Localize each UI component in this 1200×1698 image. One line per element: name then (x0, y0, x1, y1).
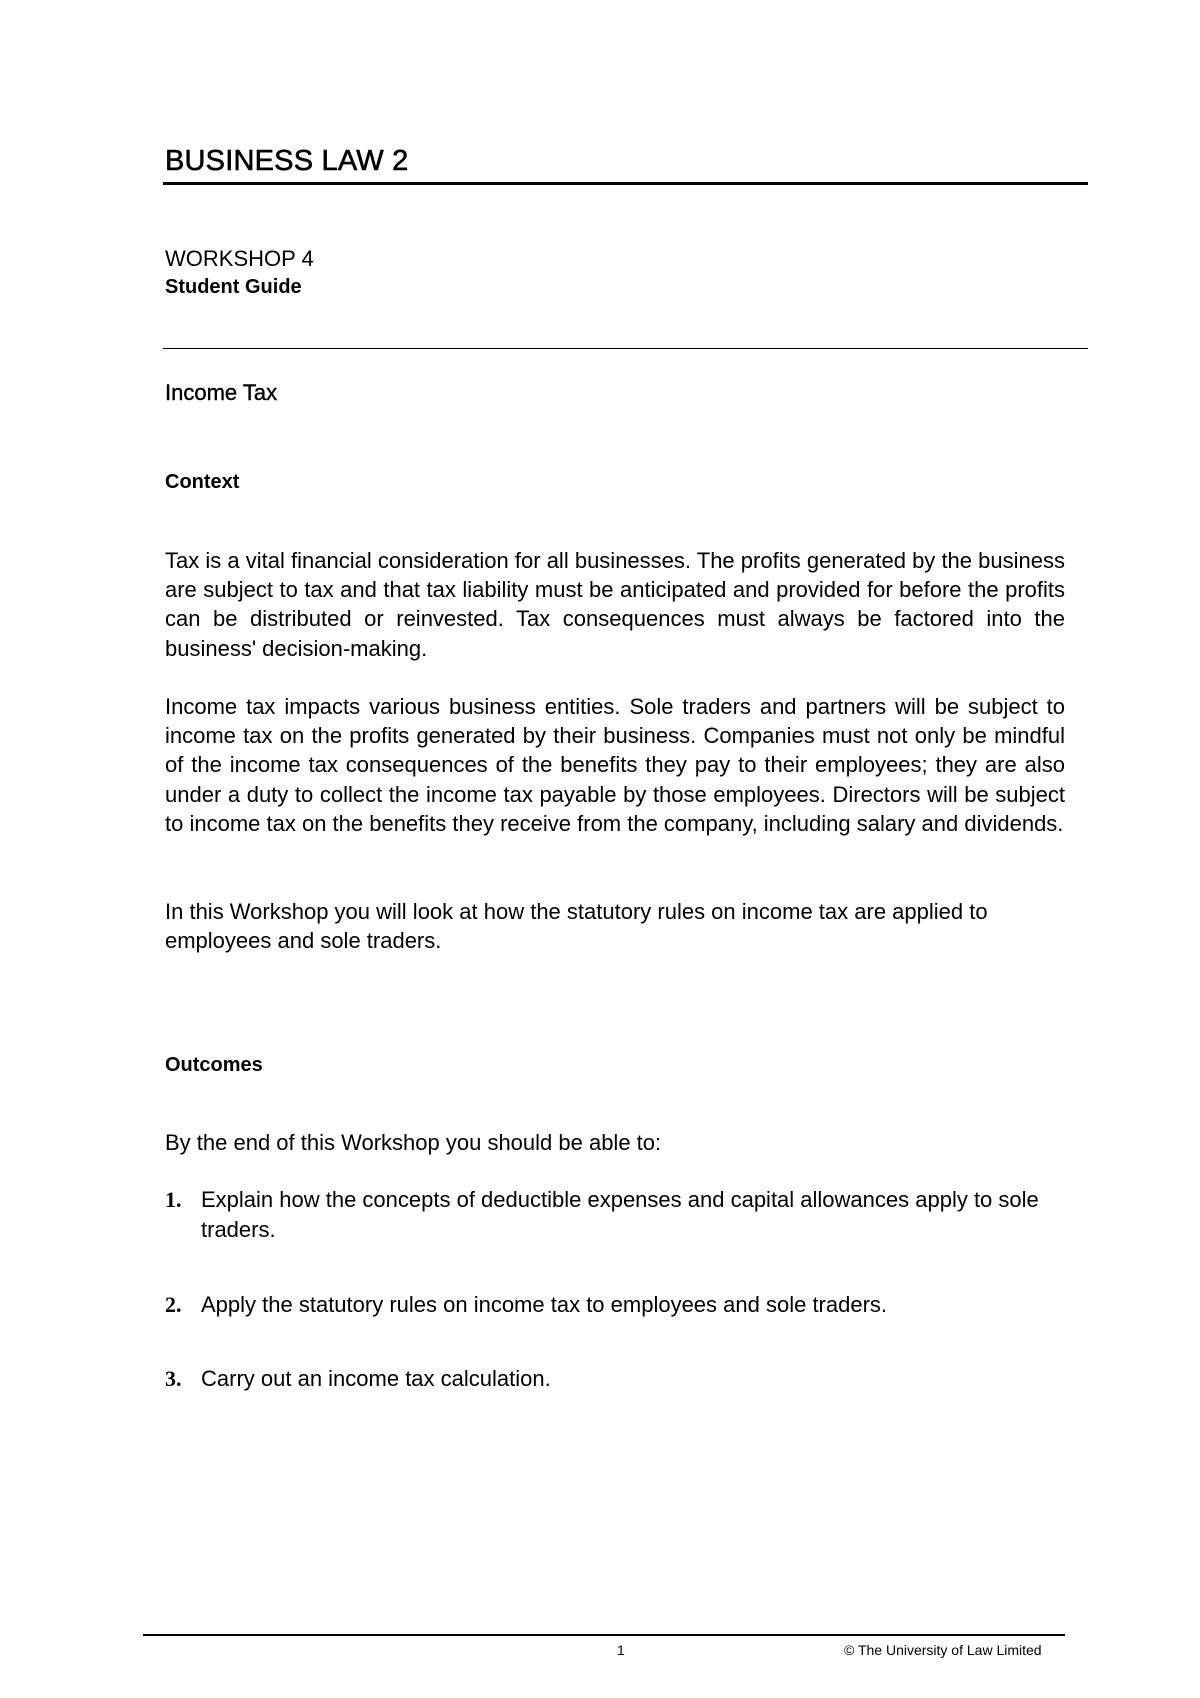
outcome-text: Apply the statutory rules on income tax to employees and sole traders. (201, 1292, 888, 1317)
title-divider (163, 182, 1088, 185)
page-number: 1 (617, 1642, 625, 1658)
outcome-item (165, 1185, 1075, 1245)
course-title: BUSINESS LAW 2 (165, 145, 409, 177)
header-divider (163, 348, 1088, 349)
context-paragraph: Tax is a vital financial consideration for all businesses. The profits generated by the business are subject to tax and that tax liability must be anticipated and provided for before the profits can be distributed or reinvested. Tax consequences must always be factored into the business' decision-making. (165, 548, 1065, 661)
workshop-label: WORKSHOP 4 (165, 246, 314, 271)
context-heading: Context (165, 471, 240, 493)
footer-divider (143, 1634, 1065, 1636)
outcomes-intro: By the end of this Workshop you should be able to: (165, 1130, 662, 1155)
outcome-item (165, 1290, 1075, 1320)
guide-type-label: Student Guide (165, 276, 302, 298)
context-paragraph: Income tax impacts various business entities. Sole traders and partners will be subject to income tax on the profits generated by their business. Companies must not only be mindful of the income tax consequences of the benefits they pay to their employees; they are also under a duty to collect the income tax payable by those employees. Directors will be subject to income tax on the benefits they receive from the company, including salary and dividends. (165, 694, 1065, 836)
outcome-number: 1. (165, 1187, 182, 1212)
context-paragraph: In this Workshop you will look at how the statutory rules on income tax are applied to employees and sole traders. (165, 899, 988, 954)
outcome-number: 2. (165, 1292, 182, 1317)
outcome-number: 3. (165, 1366, 182, 1391)
outcomes-heading: Outcomes (165, 1054, 263, 1076)
outcome-text: Carry out an income tax calculation. (201, 1366, 551, 1391)
outcome-text: Explain how the concepts of deductible expenses and capital allowances apply to sole traders. (201, 1187, 1039, 1242)
copyright-notice: © The University of Law Limited (844, 1642, 1042, 1658)
topic-title: Income Tax (165, 380, 278, 405)
outcome-item (165, 1364, 1075, 1394)
